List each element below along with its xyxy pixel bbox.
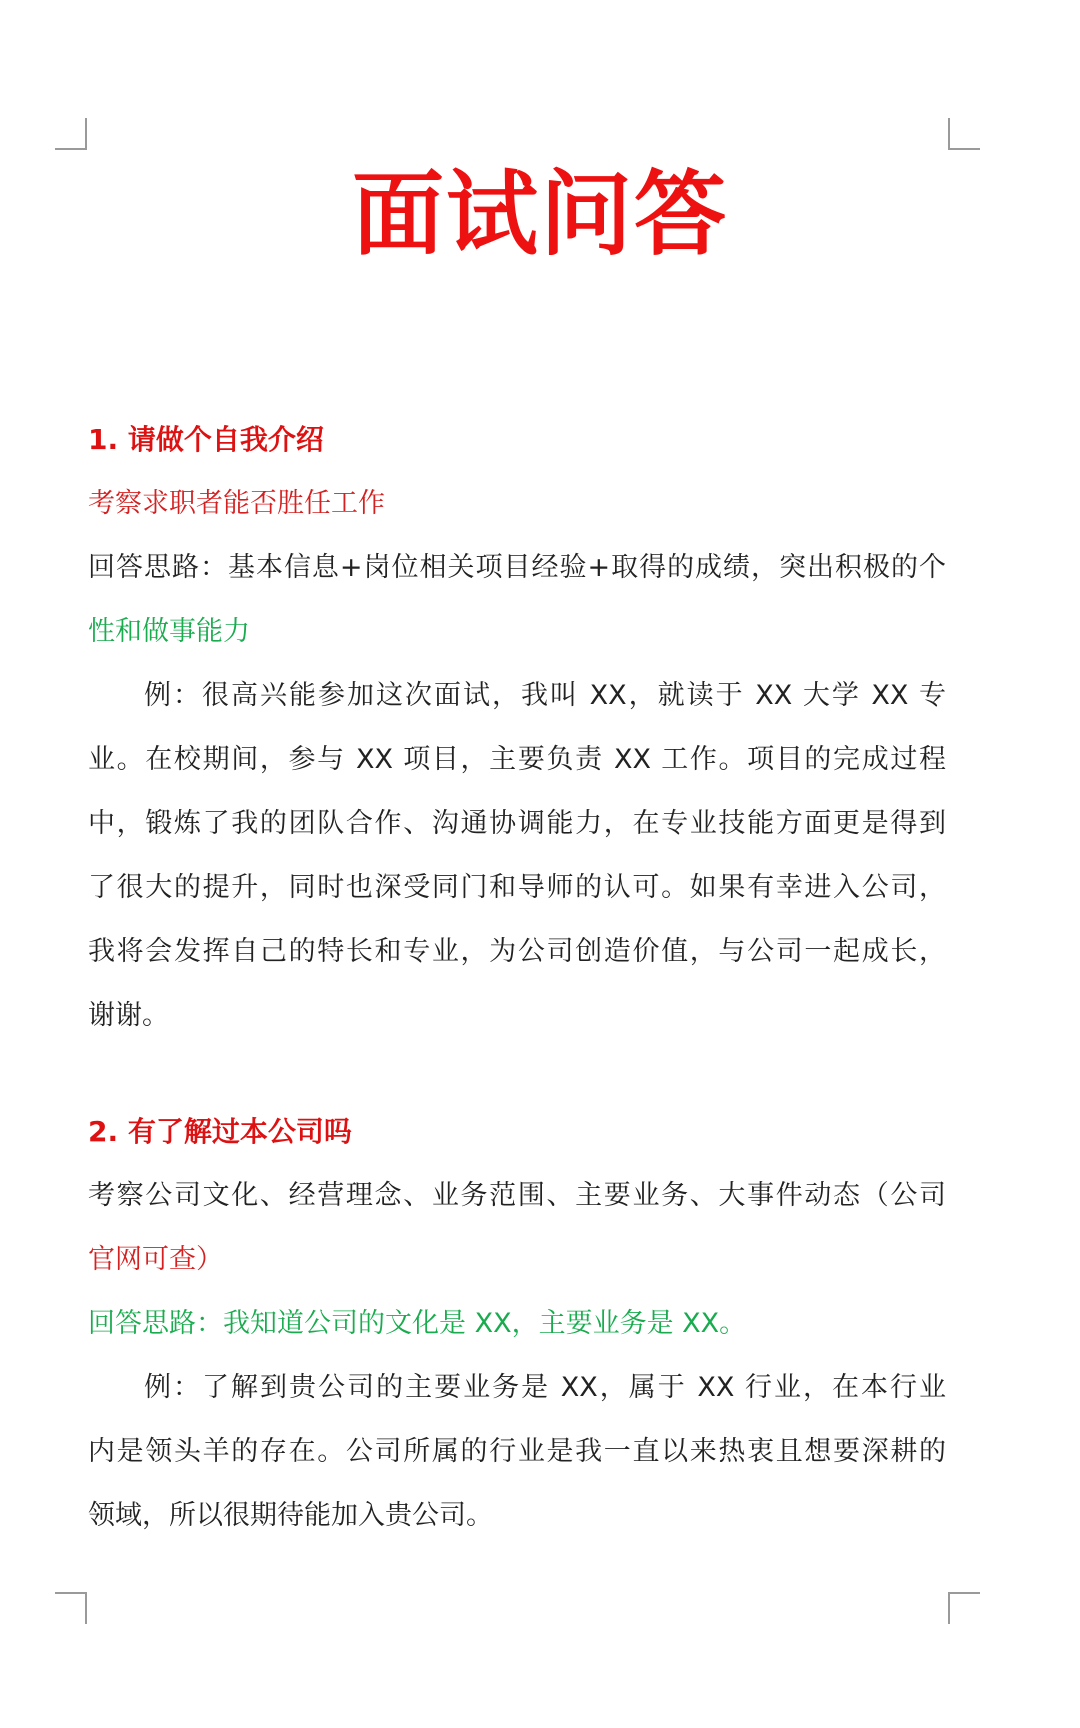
crop-mark-top-right [948, 118, 980, 150]
section-focus: 官网可查） [88, 1244, 223, 1275]
example-line: 例：很高兴能参加这次面试，我叫 XX，就读于 XX 大学 XX 专 [144, 680, 946, 711]
answer-idea-line: 回答思路：我知道公司的文化是 XX，主要业务是 XX。 [88, 1308, 747, 1339]
example-line: 我将会发挥自己的特长和专业，为公司创造价值，与公司一起成长， [88, 936, 946, 967]
example-line: 了很大的提升，同时也深受同门和导师的认可。如果有幸进入公司， [88, 872, 946, 903]
crop-mark-top-left [55, 118, 87, 150]
example-line: 例：了解到贵公司的主要业务是 XX，属于 XX 行业，在本行业 [144, 1372, 946, 1403]
section-heading: 1. 请做个自我介绍 [88, 423, 324, 456]
example-line: 中，锻炼了我的团队合作、沟通协调能力，在专业技能方面更是得到 [88, 808, 946, 839]
example-line: 领域，所以很期待能加入贵公司。 [88, 1500, 493, 1531]
section-focus: 考察求职者能否胜任工作 [88, 488, 385, 519]
document-body [88, 408, 946, 1548]
section-spacer [88, 1048, 946, 1100]
section-1 [88, 408, 946, 1048]
example-line: 业。在校期间，参与 XX 项目，主要负责 XX 工作。项目的完成过程 [88, 744, 946, 775]
document-title: 面试问答 [351, 161, 728, 268]
crop-mark-bottom-right [948, 1592, 980, 1624]
section-focus: 考察公司文化、经营理念、业务范围、主要业务、大事件动态（公司 [88, 1180, 946, 1211]
answer-idea-line: 回答思路：基本信息+岗位相关项目经验+取得的成绩，突出积极的个 [88, 552, 946, 583]
section-heading: 2. 有了解过本公司吗 [88, 1115, 352, 1148]
answer-idea-line: 性和做事能力 [88, 616, 250, 647]
crop-mark-bottom-left [55, 1592, 87, 1624]
example-line: 内是领头羊的存在。公司所属的行业是我一直以来热衷且想要深耕的 [88, 1436, 946, 1467]
example-line: 谢谢。 [88, 1000, 169, 1031]
section-2 [88, 1100, 946, 1548]
